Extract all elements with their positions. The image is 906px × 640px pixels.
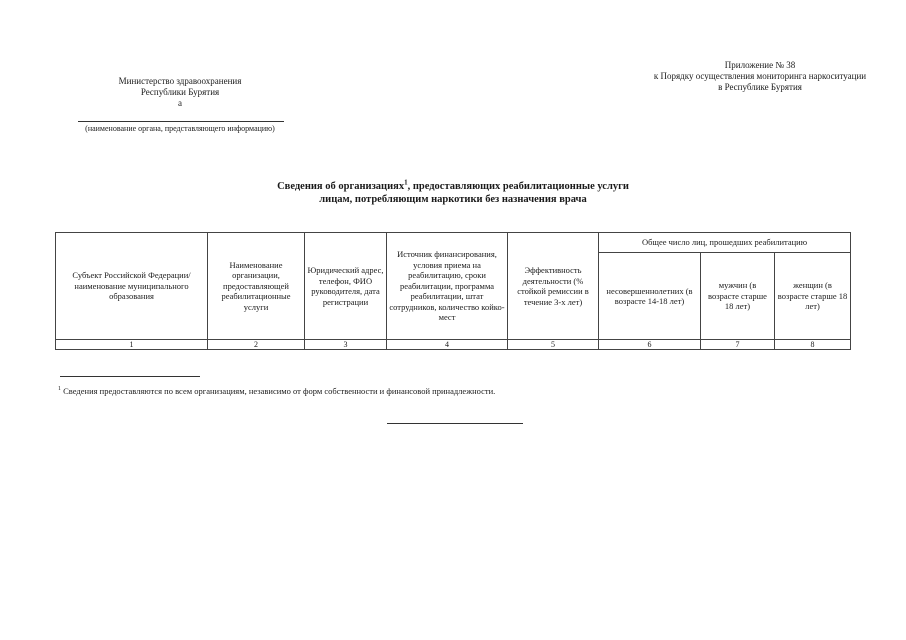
column-number: 2 bbox=[208, 340, 305, 350]
column-number: 7 bbox=[701, 340, 775, 350]
footnote-separator bbox=[60, 376, 200, 377]
footnote bbox=[58, 386, 758, 397]
title-line-1 bbox=[150, 180, 756, 193]
appendix-reference: к Порядку осуществления мониторинга наркоситуации bbox=[653, 71, 867, 81]
appendix-number: Приложение № 38 bbox=[724, 60, 796, 70]
title-line-1-start: Сведения об организациях bbox=[277, 181, 405, 192]
header-organization: Наименование организации, предоставляющей реабилитационные услуги bbox=[208, 233, 305, 340]
document-title bbox=[150, 180, 756, 206]
header-subject: Субъект Российской Федерации/ наименование муниципального образования bbox=[56, 233, 208, 340]
end-of-document-line bbox=[387, 423, 523, 424]
column-number: 8 bbox=[775, 340, 851, 350]
footnote-mark: 1 bbox=[58, 386, 61, 393]
header-financing: Источник финансирования, условия приема на реабилитацию, сроки реабилитации, программа реабилитации, штат сотрудников, количество койко-мест bbox=[387, 233, 508, 340]
column-number: 1 bbox=[56, 340, 208, 350]
header-rehab-total: Общее число лиц, прошедших реабилитацию bbox=[599, 233, 851, 253]
column-number: 4 bbox=[387, 340, 508, 350]
ministry-region: Республики Бурятия bbox=[140, 87, 220, 97]
column-number: 6 bbox=[599, 340, 701, 350]
column-number: 5 bbox=[508, 340, 599, 350]
header-effectiveness: Эффективность деятельности (% стойкой ремиссии в течение 3-х лет) bbox=[508, 233, 599, 340]
footnote-text: Сведения предоставляются по всем организациям, независимо от форм собственности и финансовой принадлежности. bbox=[63, 386, 496, 396]
header-women: женщин (в возрасте старше 18 лет) bbox=[775, 253, 851, 340]
ministry-block bbox=[80, 76, 280, 109]
column-number: 3 bbox=[305, 340, 387, 350]
header-address: Юридический адрес, телефон, ФИО руководителя, дата регистрации bbox=[305, 233, 387, 340]
header-minors: несовершеннолетних (в возрасте 14-18 лет) bbox=[599, 253, 701, 340]
title-line-1-end: , предоставляющих реабилитационные услуги bbox=[407, 181, 629, 192]
org-name-caption: (наименование органа, представляющего информацию) bbox=[85, 124, 275, 133]
ministry-extra: а bbox=[178, 98, 182, 108]
ministry-name: Министерство здравоохранения bbox=[118, 76, 242, 86]
title-line-2: лицам, потребляющим наркотики без назначения врача bbox=[319, 194, 587, 205]
report-table bbox=[55, 232, 851, 350]
appendix-header bbox=[610, 60, 906, 93]
org-name-underline bbox=[78, 121, 284, 122]
appendix-region: в Республике Бурятия bbox=[718, 82, 802, 92]
header-men: мужчин (в возрасте старше 18 лет) bbox=[701, 253, 775, 340]
title-footnote-mark: 1 bbox=[404, 178, 408, 187]
column-number-row bbox=[56, 340, 851, 350]
